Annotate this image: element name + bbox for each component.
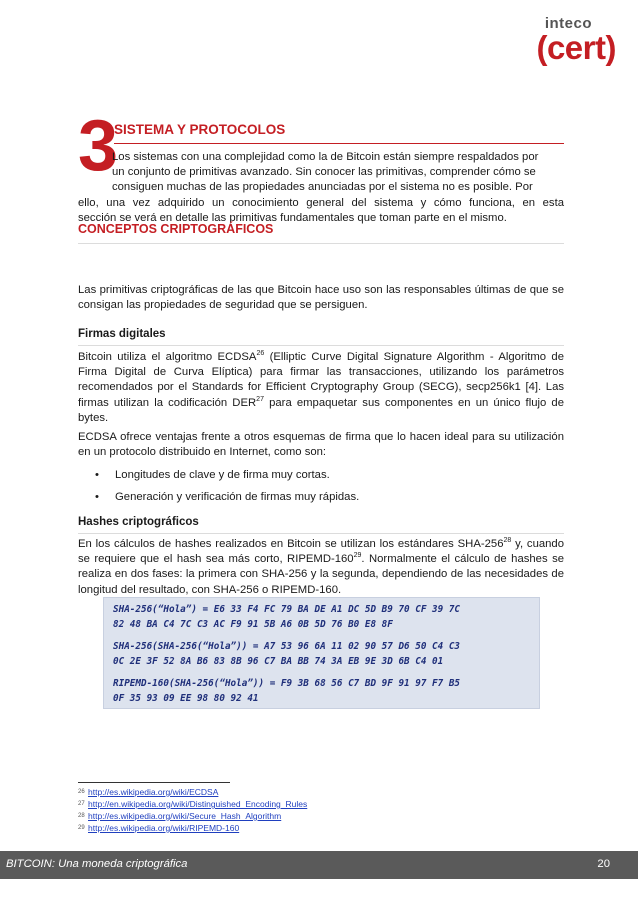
footer-title: BITCOIN: Una moneda criptográfica (6, 858, 188, 870)
footnote-link[interactable]: http://es.wikipedia.org/wiki/RIPEMD-160 (88, 823, 240, 833)
footnote (78, 787, 218, 798)
section-intro: Las primitivas criptográficas de las que Bitcoin hace uso son las responsables últimas de que se consigan las propiedades de seguridad que se persiguen. (78, 284, 564, 312)
firmas-paragraph-2: ECDSA ofrece ventajas frente a otros esquemas de firma que lo hacen ideal para su utilización en un protocolo distribuido en Internet, como son: (78, 431, 564, 459)
intro-line: sección se verá en detalle las primitivas fundamentales que toman parte en el mismo. (78, 211, 507, 224)
footnote-link[interactable]: http://es.wikipedia.org/wiki/Secure_Hash_Algorithm (88, 811, 282, 821)
footnote-ref: 27 (256, 395, 264, 403)
bullet-icon: • (95, 469, 99, 481)
chapter-title: SISTEMA Y PROTOCOLOS (114, 122, 286, 137)
chapter-rule (114, 143, 564, 144)
section-rule (78, 243, 564, 244)
text-run: Bitcoin utiliza el algoritmo ECDSA (78, 351, 257, 363)
text-run: y, cuando se requiere que el hash sea más corto, RIPEMD-160 (78, 538, 564, 566)
intro-line: consiguen muchas de las propiedades anunciadas por el sistema no es posible. Por (112, 181, 533, 194)
intro-line: Los sistemas con una complejidad como la de Bitcoin están siempre respaldados por (112, 151, 539, 163)
intro-line: ello, una vez adquirido un conocimiento general del sistema y cómo funciona, en esta (78, 196, 564, 209)
footnote-number: 28 (78, 813, 85, 819)
footnote (78, 811, 281, 822)
code-line: RIPEMD-160(SHA-256(“Hola”)) = F9 3B 68 56 C7 BD 9F 91 97 F7 B5 (113, 678, 461, 689)
subsection-title-firmas: Firmas digitales (78, 328, 166, 340)
code-line: 0F 35 93 09 EE 98 80 92 41 (113, 693, 259, 704)
page-footer (0, 851, 638, 879)
bullet-icon: • (95, 491, 99, 503)
page-number: 20 (597, 858, 610, 870)
footnote-number: 29 (78, 825, 85, 831)
bullet-text: Longitudes de clave y de firma muy cortas. (115, 469, 330, 481)
bullet-item (95, 468, 330, 483)
text-run: . Normalmente el cálculo de hashes se realiza en dos fases: la primera con SHA-256 y la segunda, dependiendo de las necesidades de longitud del resultado, con SHA-256 o RIPEMD-160. (78, 553, 565, 596)
subsection-rule (78, 533, 564, 534)
footnote-link[interactable]: http://es.wikipedia.org/wiki/ECDSA (88, 787, 219, 797)
text-run: (Elliptic Curve Digital Signature Algorithm - Algoritmo de Firma Digital de Curva Elíptica) para firmar las transacciones, utilizando los parámetros recomendados por el Standards for Efficient Cryptography Group (SECG), secp256k1 [4]. Las firmas utilizan la codificación DER (78, 351, 564, 409)
section-title: CONCEPTOS CRIPTOGRÁFICOS (78, 222, 274, 236)
text-run: para empaquetar sus componentes en un único flujo de bytes. (78, 396, 564, 424)
code-line: SHA-256(“Hola”) = E6 33 F4 FC 79 BA DE A1 DC 5D B9 70 CF 39 7C (113, 604, 461, 615)
inteco-cert-logo (536, 16, 616, 64)
footnote-link[interactable]: http://en.wikipedia.org/wiki/Distinguished_Encoding_Rules (88, 799, 308, 809)
code-line: 82 48 BA C4 7C C3 AC F9 91 5B A6 0B 5D 76 B0 E8 8F (113, 619, 393, 630)
firmas-paragraph-1 (78, 350, 564, 426)
bullet-text: Generación y verificación de firmas muy rápidas. (115, 491, 360, 503)
chapter-number: 3 (78, 106, 119, 186)
footnote-number: 26 (78, 789, 85, 795)
footnote-number: 27 (78, 801, 85, 807)
footnote (78, 823, 239, 834)
footnote (78, 799, 307, 810)
hashes-paragraph (78, 537, 564, 598)
subsection-rule (78, 345, 564, 346)
intro-line: un conjunto de primitivas avanzado. Sin conocer las primitivas, comprender cómo se (112, 166, 536, 179)
footnote-ref: 26 (256, 350, 265, 358)
footnote-rule (78, 782, 230, 783)
chapter-intro (78, 150, 564, 226)
bullet-item (95, 490, 359, 505)
logo-top-text: inteco (544, 15, 592, 32)
code-line: 0C 2E 3F 52 8A B6 83 8B 96 C7 BA BB 74 3A EB 9E 3D 6B C4 01 (113, 656, 444, 667)
text-run: En los cálculos de hashes realizados en Bitcoin se utilizan los estándares SHA-256 (78, 538, 504, 550)
footnote-ref: 28 (503, 537, 512, 545)
logo-bottom-text: (cert) (536, 29, 616, 66)
subsection-title-hashes: Hashes criptográficos (78, 516, 199, 528)
footnote-ref: 29 (353, 552, 362, 560)
code-line: SHA-256(SHA-256(“Hola”)) = A7 53 96 6A 11 02 90 57 D6 50 C4 C3 (113, 641, 461, 652)
